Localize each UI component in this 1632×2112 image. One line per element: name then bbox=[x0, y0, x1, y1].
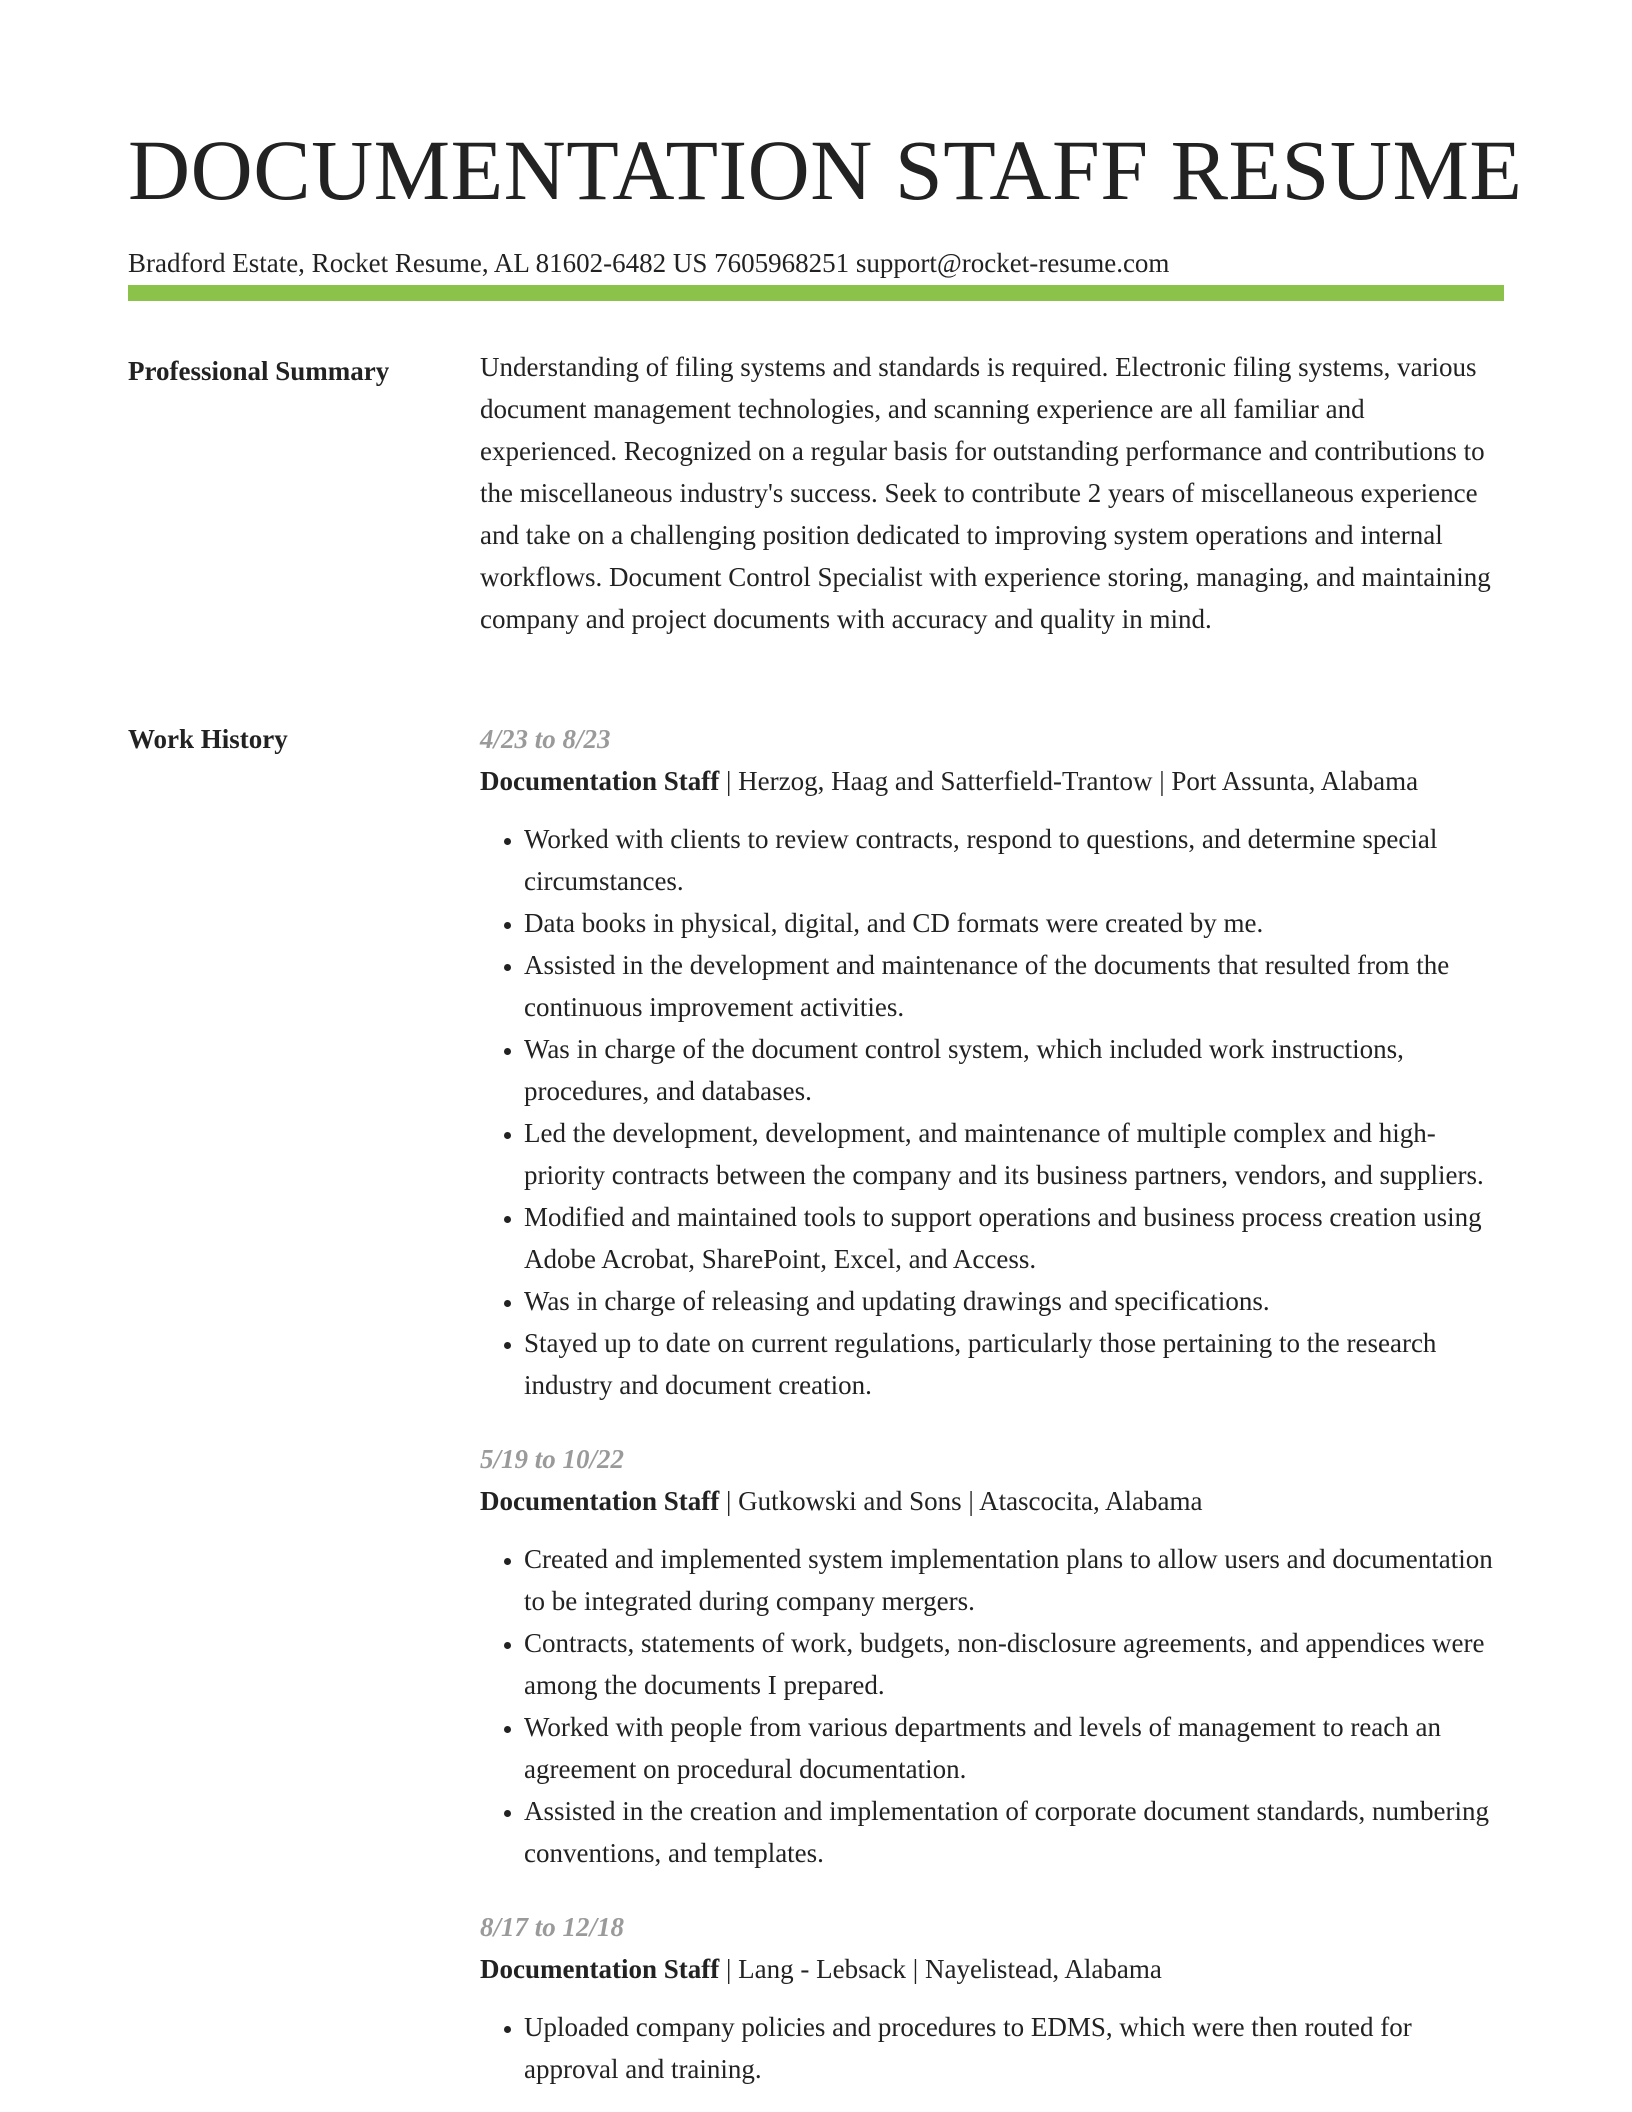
work-history-section bbox=[480, 718, 1506, 2112]
job-bullet: • Created and implemented system implementation plans to allow users and documentation to be integrated during company mergers. bbox=[524, 1538, 1506, 1622]
job-dates: 4/23 to 8/23 bbox=[480, 724, 611, 754]
summary-section bbox=[480, 346, 1506, 640]
summary-text: Understanding of filing systems and standards is required. Electronic filing systems, various document management technologies, and scanning experience are all familiar and experienced. Recognized on a regular basis for outstanding performance and contributions to the miscellaneous industry's success. Seek to contribute 2 years of miscellaneous experience and take on a challenging position dedicated to improving system operations and internal workflows. Document Control Specialist with experience storing, managing, and maintaining company and project documents with accuracy and quality in mind. bbox=[480, 352, 1491, 634]
job-employer-location: | Herzog, Haag and Satterfield-Trantow | Port Assunta, Alabama bbox=[719, 766, 1419, 796]
job-heading bbox=[480, 1480, 1506, 1522]
job-bullet: • Data books in physical, digital, and CD formats were created by me. bbox=[524, 902, 1506, 944]
accent-divider bbox=[128, 285, 1504, 301]
contact-info: Bradford Estate, Rocket Resume, AL 81602-6482 US 7605968251 support@rocket-resume.com bbox=[128, 248, 1170, 278]
job-employer-location: | Gutkowski and Sons | Atascocita, Alabama bbox=[719, 1486, 1203, 1516]
job-dates: 8/17 to 12/18 bbox=[480, 1912, 625, 1942]
summary-label: Professional Summary bbox=[128, 356, 390, 386]
job-bullets bbox=[480, 1538, 1506, 1874]
job-bullet: • Was in charge of the document control system, which included work instructions, procedures, and databases. bbox=[524, 1028, 1506, 1112]
job-bullet: • Assisted in the development and maintenance of the documents that resulted from the continuous improvement activities. bbox=[524, 944, 1506, 1028]
job-bullet: • Contracts, statements of work, budgets, non-disclosure agreements, and appendices were among the documents I prepared. bbox=[524, 1622, 1506, 1706]
job-bullet: • Was in charge of releasing and updating drawings and specifications. bbox=[524, 1280, 1506, 1322]
job-bullets bbox=[480, 818, 1506, 1406]
job-bullet: • Uploaded company policies and procedures to EDMS, which were then routed for approval and training. bbox=[524, 2006, 1506, 2090]
resume-header bbox=[128, 118, 1523, 280]
job-bullet: • Assisted in the creation and implementation of corporate document standards, numbering conventions, and templates. bbox=[524, 1790, 1506, 1874]
job-employer-location: | Lang - Lebsack | Nayelistead, Alabama bbox=[719, 1954, 1162, 1984]
job-heading bbox=[480, 1948, 1506, 1990]
job-entry bbox=[480, 1438, 1506, 1874]
job-bullets bbox=[480, 2006, 1506, 2090]
job-bullet: • Led the development, development, and maintenance of multiple complex and high-priority contracts between the company and its business partners, vendors, and suppliers. bbox=[524, 1112, 1506, 1196]
job-title: Documentation Staff bbox=[480, 1954, 720, 1984]
job-title: Documentation Staff bbox=[480, 766, 720, 796]
job-dates: 5/19 to 10/22 bbox=[480, 1444, 625, 1474]
work-history-label: Work History bbox=[128, 724, 288, 754]
job-entry bbox=[480, 718, 1506, 1406]
job-heading bbox=[480, 760, 1506, 802]
job-title: Documentation Staff bbox=[480, 1486, 720, 1516]
job-bullet: • Worked with people from various departments and levels of management to reach an agreement on procedural documentation. bbox=[524, 1706, 1506, 1790]
job-bullet: • Modified and maintained tools to support operations and business process creation using Adobe Acrobat, SharePoint, Excel, and Access. bbox=[524, 1196, 1506, 1280]
job-bullet: • Stayed up to date on current regulations, particularly those pertaining to the research industry and document creation. bbox=[524, 1322, 1506, 1406]
job-bullet: • Worked with clients to review contracts, respond to questions, and determine special circumstances. bbox=[524, 818, 1506, 902]
resume-title: DOCUMENTATION STAFF RESUME bbox=[128, 122, 1523, 218]
job-entry bbox=[480, 1906, 1506, 2090]
